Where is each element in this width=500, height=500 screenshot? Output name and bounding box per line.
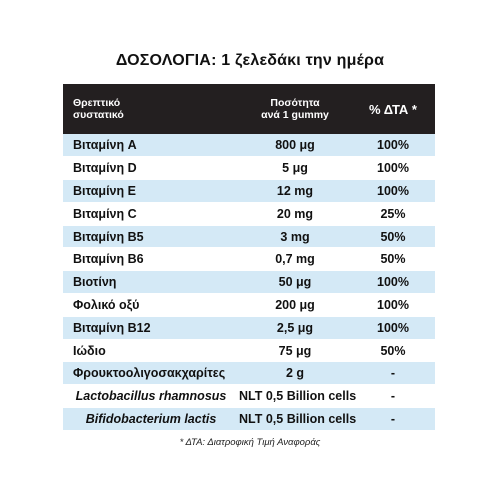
nutrient-quantity: 20 mg: [239, 202, 351, 225]
nutrient-dta: 50%: [351, 248, 435, 271]
nutrient-dta: -: [351, 408, 435, 431]
header-dta: % ΔΤΑ *: [369, 101, 417, 117]
table-row: [63, 362, 435, 385]
header-nutrient: [63, 84, 239, 134]
nutrient-dta: 100%: [351, 157, 435, 180]
nutrient-dta: 100%: [351, 294, 435, 317]
nutrient-quantity: 12 mg: [239, 180, 351, 203]
table-row: [63, 294, 435, 317]
header-quantity: [239, 84, 351, 134]
nutrient-name: Βιταμίνη B12: [63, 316, 239, 339]
nutrient-name: Βιταμίνη C: [63, 202, 239, 225]
nutrient-quantity: 2,5 μg: [239, 316, 351, 339]
header-nutrient-line1: Θρεπτικό: [73, 97, 121, 109]
nutrition-table: [63, 84, 435, 430]
table-row: [63, 180, 435, 203]
header-quantity-line1: Ποσότητα: [270, 97, 320, 109]
table-row: [63, 248, 435, 271]
nutrient-name: Φολικό οξύ: [63, 294, 239, 317]
table-row: [63, 271, 435, 294]
nutrient-name: Βιοτίνη: [63, 271, 239, 294]
table-row: [63, 202, 435, 225]
nutrient-name: Βιταμίνη B6: [63, 248, 239, 271]
nutrient-quantity: 2 g: [239, 362, 351, 385]
table-header-row: [63, 84, 435, 134]
table-row: [63, 134, 435, 157]
nutrient-dta: 50%: [351, 225, 435, 248]
nutrient-quantity: 800 μg: [275, 138, 315, 153]
nutrient-name: Bifidobacterium lactis: [63, 408, 239, 431]
nutrient-quantity: 3 mg: [239, 225, 351, 248]
nutrient-quantity: 50 μg: [239, 271, 351, 294]
nutrient-name: Ιώδιο: [63, 339, 239, 362]
nutrient-dta: 100%: [377, 138, 409, 153]
nutrient-quantity: 75 μg: [239, 339, 351, 362]
nutrient-quantity: 0,7 mg: [239, 248, 351, 271]
table-row: [63, 157, 435, 180]
nutrient-dta: -: [351, 362, 435, 385]
nutrient-name: Lactobacillus rhamnosus: [63, 385, 239, 408]
nutrient-dta: 100%: [351, 316, 435, 339]
footnote: * ΔΤΑ: Διατροφική Τιμή Αναφοράς: [179, 437, 321, 448]
nutrient-quantity: 5 μg: [239, 157, 351, 180]
table-row: [63, 225, 435, 248]
nutrient-name: Βιταμίνη B5: [63, 225, 239, 248]
nutrient-dta: -: [351, 385, 435, 408]
nutrient-quantity: 200 μg: [239, 294, 351, 317]
header-quantity-line2: ανά 1 gummy: [261, 109, 329, 121]
table-row: [63, 339, 435, 362]
nutrient-dta: 50%: [351, 339, 435, 362]
nutrient-name: Βιταμίνη A: [73, 138, 137, 153]
nutrient-dta: 25%: [351, 202, 435, 225]
nutrient-name: Βιταμίνη D: [63, 157, 239, 180]
nutrient-dta: 100%: [351, 180, 435, 203]
dosage-title: ΔΟΣΟΛΟΓΙΑ: 1 ζελεδάκι την ημέρα: [115, 52, 385, 69]
header-nutrient-line2: συστατικό: [73, 109, 124, 121]
table-row: [63, 316, 435, 339]
table-row: [63, 408, 435, 431]
table-row: [63, 385, 435, 408]
nutrient-name: Φρουκτοολιγοσακχαρίτες: [63, 362, 239, 385]
nutrient-quantity: NLT 0,5 Billion cells: [239, 385, 351, 408]
nutrient-name: Βιταμίνη E: [63, 180, 239, 203]
nutrient-quantity: NLT 0,5 Billion cells: [239, 408, 351, 431]
nutrient-dta: 100%: [351, 271, 435, 294]
